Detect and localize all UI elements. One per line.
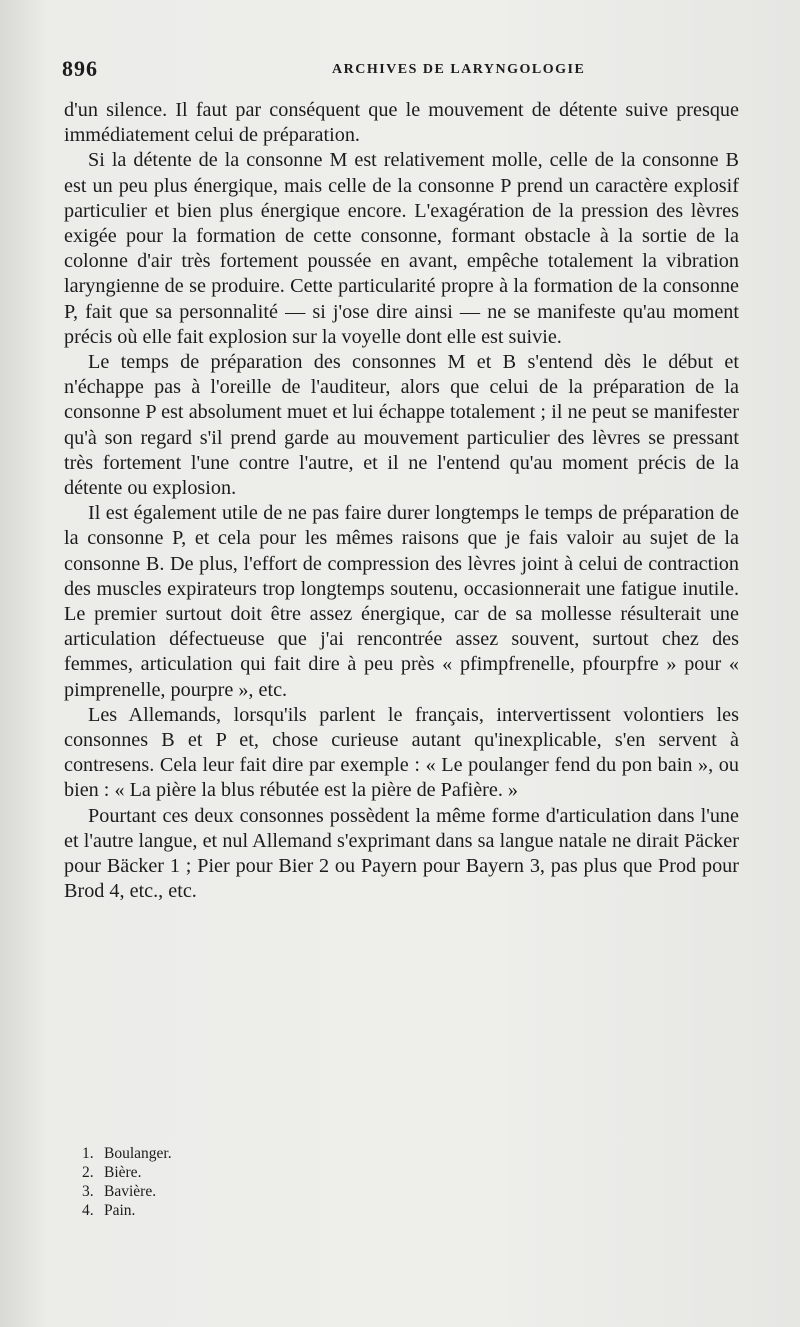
footnote-number: 1. [82, 1145, 94, 1162]
footnote [82, 1201, 482, 1220]
paragraph: d'un silence. Il faut par conséquent que le mouvement de détente suive presque immédiatement celui de préparation. [64, 99, 739, 147]
footnote-number: 4. [82, 1202, 94, 1219]
paragraph: Pourtant ces deux consonnes possèdent la même forme d'articulation dans l'une et l'autre langue, et nul Allemand s'exprimant dans sa langue natale ne dirait Päcker pour Bäcker 1 ; Pier pour Bier 2 ou Payern pour Bayern 3, pas plus que Prod pour Brod 4, etc., etc. [64, 804, 739, 903]
paragraph: Le temps de préparation des consonnes M et B s'entend dès le début et n'échappe pas à l'oreille de l'auditeur, alors que celui de la préparation de la consonne P est absolument muet et lui échappe totalement ; il ne peut se manifester qu'à son regard s'il prend garde au mouvement particulier des lèvres se pressant très fortement l'une contre l'autre, et il ne l'entend qu'au moment précis de la détente ou explosion. [64, 351, 739, 500]
footnotes [82, 1144, 482, 1220]
footnote-number: 3. [82, 1183, 94, 1200]
body-text [64, 98, 739, 905]
footnote [82, 1144, 482, 1163]
footnote-text: Boulanger. [104, 1145, 172, 1162]
paragraph: Il est également utile de ne pas faire durer longtemps le temps de préparation de la consonne P, et cela pour les mêmes raisons que je fais valoir au sujet de la consonne B. De plus, l'effort de compression des lèvres joint à celui de contraction des muscles expirateurs trop longtemps soutenu, occasionnerait une fatigue inutile. Le premier surtout doit être assez énergique, car de sa mollesse résulterait une articulation défectueuse que j'ai rencontrée assez souvent, surtout chez des femmes, articulation qui fait dire à peu près « pfimpfrenelle, pfourpfre » pour « pimprenelle, pourpre », etc. [64, 502, 739, 701]
paragraph: Les Allemands, lorsqu'ils parlent le français, intervertissent volontiers les consonnes B et P et, chose curieuse autant qu'inexplicable, s'en servent à contresens. Cela leur fait dire par exemple : « Le poulanger fend du pon bain », ou bien : « La pière la blus rébutée est la pière de Pafière. » [64, 703, 739, 802]
paragraph: Si la détente de la consonne M est relativement molle, celle de la consonne B est un peu plus énergique, mais celle de la consonne P prend un caractère explosif particulier et bien plus énergique encore. L'exagération de la pression des lèvres exigée pour la formation de cette consonne, formant obstacle à la sortie de la colonne d'air très fortement poussée en avant, empêche totalement la vibration laryngienne de se produire. Cette particularité propre à la formation de la consonne P, fait que sa personnalité — si j'ose dire ainsi — ne se manifeste qu'au moment précis où elle fait explosion sur la voyelle dont elle est suivie. [64, 149, 739, 348]
footnote-text: Bière. [104, 1164, 142, 1181]
footnote [82, 1182, 482, 1201]
footnote-number: 2. [82, 1164, 94, 1181]
running-head: ARCHIVES DE LARYNGOLOGIE [332, 62, 586, 77]
footnote-text: Bavière. [104, 1183, 157, 1200]
page-number: 896 [62, 56, 98, 81]
footnote [82, 1163, 482, 1182]
page-header [62, 56, 738, 84]
footnote-text: Pain. [104, 1202, 136, 1219]
